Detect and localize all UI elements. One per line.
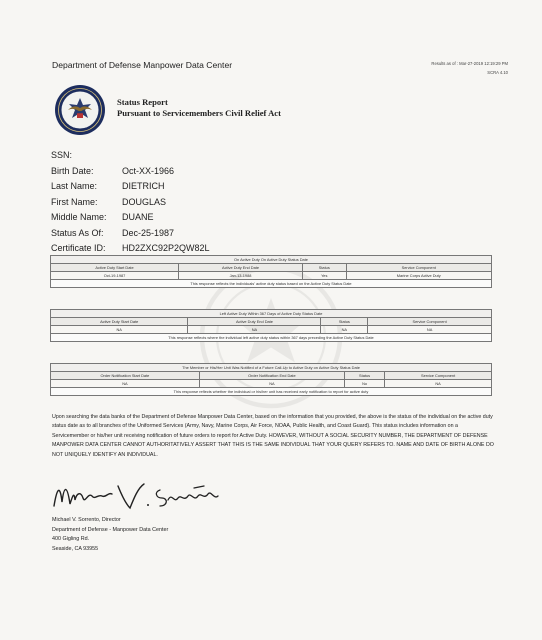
table-cell: Oct-19-1987 [51, 272, 179, 280]
report-title-line2: Pursuant to Servicemembers Civil Relief Act [117, 108, 281, 118]
table-cell: Yes [303, 272, 347, 280]
first-name-value: DOUGLAS [122, 196, 167, 207]
handwritten-signature [48, 478, 248, 514]
column-header: Service Component [385, 372, 492, 380]
table-cell: No [344, 380, 384, 388]
agency-name: Department of Defense Manpower Data Center [52, 60, 233, 70]
column-header: Order Notification Start Date [51, 372, 200, 380]
table-cell: NA [368, 326, 492, 334]
status-as-of-label: Status As Of: [51, 227, 104, 238]
column-header: Active Duty Start Date [51, 318, 188, 326]
column-header: Active Duty End Date [179, 264, 303, 272]
signatory-address-line2: Seaside, CA 93955 [52, 545, 99, 552]
active-duty-table [50, 255, 492, 288]
signatory-block [52, 516, 168, 554]
dod-seal-icon [54, 84, 106, 136]
table-footer: This response reflects whether the individual or his/her unit has received early notification to report for active duty [51, 388, 492, 396]
table-cell: NA [321, 326, 368, 334]
last-name-value: DIETRICH [122, 181, 165, 191]
results-timestamp: Results as of : Mar-27-2019 12:19:29 PM [431, 61, 508, 66]
table-cell: NA [51, 326, 188, 334]
table-cell: Jan-13-1988 [179, 272, 303, 280]
first-name-row [51, 195, 210, 211]
last-name-row [51, 179, 210, 195]
certificate-id-value: HD2ZXC92P2QW82L [122, 243, 210, 253]
identity-block [51, 148, 210, 257]
table-caption: The Member or His/Her Unit Was Notified of a Future Call-Up to Active Duty on Active Duty Status Date [51, 364, 492, 372]
middle-name-value: DUANE [122, 212, 154, 222]
middle-name-row [51, 210, 210, 226]
table-cell: NA [51, 380, 200, 388]
report-title-line1: Status Report [117, 97, 168, 107]
future-call-up-table [50, 363, 492, 396]
report-title [117, 97, 281, 119]
signatory-name: Michael V. Sorrento, Director [52, 517, 121, 523]
certificate-id-label: Certificate ID: [51, 243, 106, 253]
column-header: Service Component [346, 264, 492, 272]
table-footer: This response reflects the individuals' active duty status based on the Active Duty Status Date [51, 280, 492, 288]
ssn-row [51, 148, 210, 164]
table-cell: NA [385, 380, 492, 388]
birth-date-row [51, 164, 210, 180]
last-name-label: Last Name: [51, 181, 98, 191]
column-header: Status [344, 372, 384, 380]
left-active-duty-table [50, 309, 492, 342]
column-header: Status [303, 264, 347, 272]
table-cell: NA [188, 326, 321, 334]
birth-date-label: Birth Date: [51, 165, 94, 176]
body-paragraph: Upon searching the data banks of the Department of Defense Manpower Data Center, based on the information that you provided, the above is the status of the individual on the active duty status date as to all branches of the Uniformed Services (Army, Navy, Marine Corps, Air Force, NOAA, Public Health, and Coast Guard). This status includes information on a Servicemember or his/her unit receiving notification of future orders to report for Active Duty. HOWEVER, WITHOUT A SOCIAL SECURITY NUMBER, THE DEPARTMENT OF DEFENSE MANPOWER DATA CENTER CANNOT AUTHORITATIVELY ASSERT THAT THIS IS THE SAME INDIVIDUAL THAT YOUR QUERY REFERS TO. NAME AND DATE OF BIRTH ALONE DO NOT UNIQUELY IDENTIFY AN INDIVIDUAL. [52, 414, 494, 458]
middle-name-label: Middle Name: [51, 212, 107, 222]
column-header: Active Duty End Date [188, 318, 321, 326]
table-caption: On Active Duty On Active Duty Status Date [51, 256, 492, 264]
signatory-address-line1: 400 Gigling Rd. [52, 536, 90, 543]
table-cell: NA [199, 380, 344, 388]
table-cell: Marine Corps Active Duty [346, 272, 492, 280]
birth-date-value: Oct-XX-1966 [122, 165, 175, 176]
table-footer: This response reflects where the individual left active duty status within 367 days preceding the Active Duty Status Date [51, 334, 492, 342]
scra-version: SCRA 4.10 [487, 70, 508, 75]
column-header: Status [321, 318, 368, 326]
first-name-label: First Name: [51, 196, 98, 207]
status-as-of-value: Dec-25-1987 [122, 227, 175, 238]
column-header: Order Notification End Date [199, 372, 344, 380]
ssn-label: SSN: [51, 150, 73, 160]
results-as-of [431, 59, 508, 77]
table-caption: Left Active Duty Within 367 Days of Active Duty Status Date [51, 310, 492, 318]
signatory-org: Department of Defense - Manpower Data Center [52, 526, 169, 533]
column-header: Active Duty Start Date [51, 264, 179, 272]
column-header: Service Component [368, 318, 492, 326]
status-as-of-row [51, 226, 210, 242]
